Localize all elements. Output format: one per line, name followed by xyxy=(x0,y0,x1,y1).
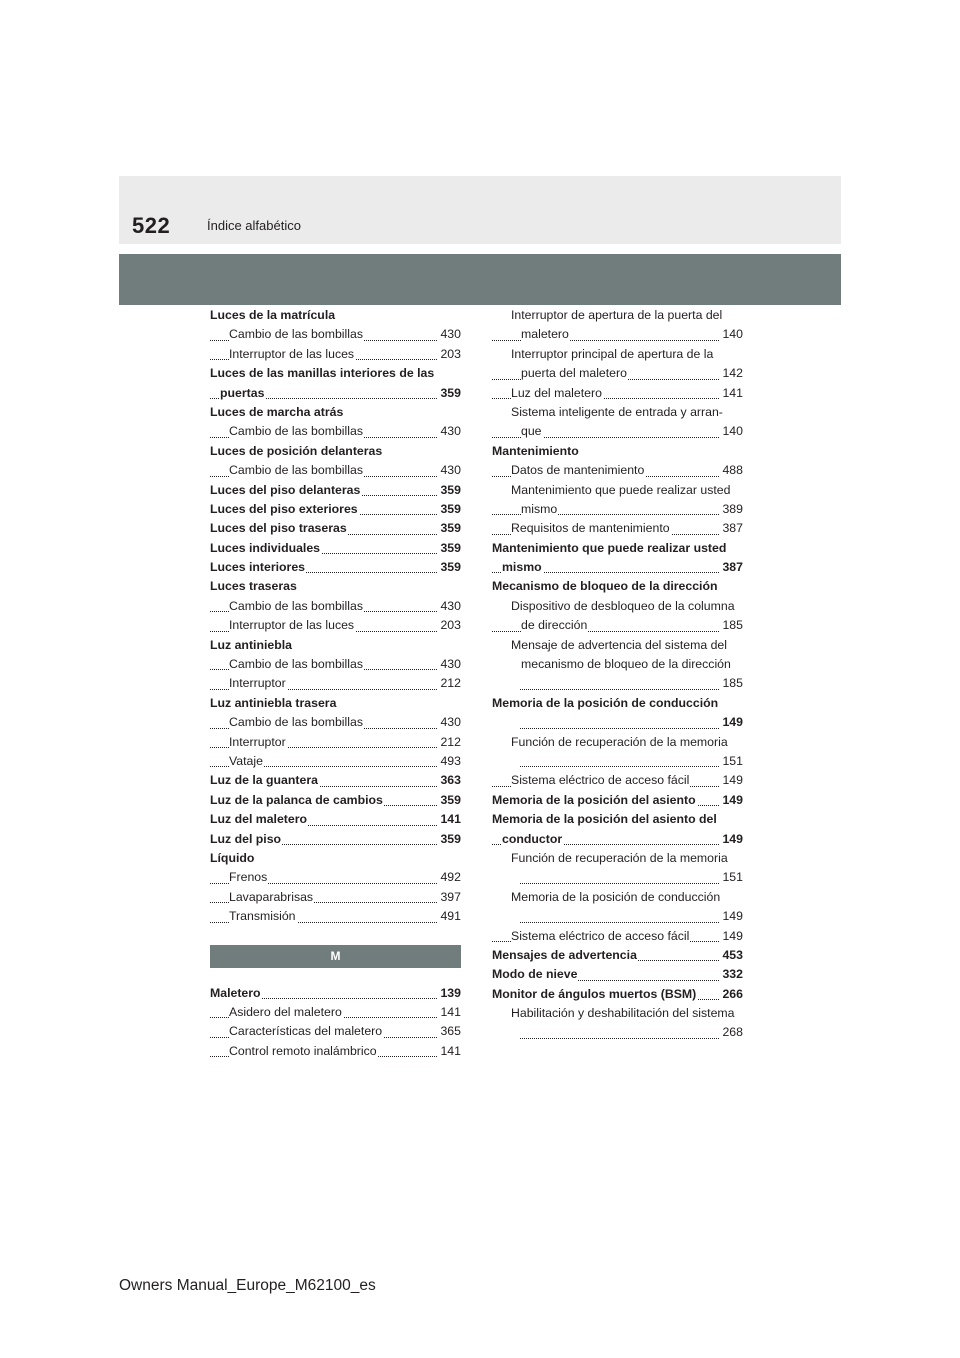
entry-text: Mantenimiento que puede realizar usted xyxy=(492,540,727,555)
index-entry xyxy=(210,1003,461,1022)
index-entry xyxy=(210,403,461,422)
index-entry xyxy=(210,674,461,693)
index-entry xyxy=(210,539,461,558)
entry-page-number: 149 xyxy=(720,830,743,849)
entry-text: Cambio de las bombillas xyxy=(229,327,363,342)
entry-page-number: 359 xyxy=(438,791,461,810)
entry-text: Lavaparabrisas xyxy=(229,889,314,904)
entry-text: Luz del maletero xyxy=(511,385,602,400)
entry-text: Asidero del maletero xyxy=(229,1004,342,1019)
entry-page-number: 185 xyxy=(720,674,743,693)
index-entry xyxy=(210,907,461,926)
entry-text: Luz antiniebla trasera xyxy=(210,695,337,710)
entry-text: Sistema eléctrico de acceso fácil xyxy=(511,928,690,943)
entry-text: Cambio de las bombillas xyxy=(229,598,363,613)
index-entry xyxy=(210,422,461,441)
entry-text: Memoria de la posición de conducción xyxy=(492,695,719,710)
entry-text: Habilitación y deshabilitación del sistema xyxy=(511,1006,735,1021)
index-entry xyxy=(210,442,461,461)
entry-text xyxy=(521,909,522,923)
entry-page-number: 387 xyxy=(720,519,743,538)
entry-text: Mecanismo de bloqueo de la dirección xyxy=(492,579,718,594)
index-entry xyxy=(492,849,743,868)
entry-text: Control remoto inalámbrico xyxy=(229,1043,377,1058)
index-entry xyxy=(492,927,743,946)
index-entry xyxy=(492,325,743,344)
entry-text: Luz del piso xyxy=(210,831,282,846)
index-entry xyxy=(492,1004,743,1023)
entry-text: Mensaje de advertencia del sistema del xyxy=(511,637,728,652)
entry-page-number: 491 xyxy=(438,907,461,926)
index-entry xyxy=(492,655,743,674)
entry-text: Interruptor de las luces xyxy=(229,618,355,633)
index-entry xyxy=(492,1023,743,1042)
entry-page-number: 203 xyxy=(438,345,461,364)
entry-page-number: 359 xyxy=(438,539,461,558)
entry-text: Luces de posición delanteras xyxy=(210,443,383,458)
index-entry xyxy=(492,519,743,538)
index-entry xyxy=(210,325,461,344)
index-entry xyxy=(210,616,461,635)
entry-page-number: 212 xyxy=(438,733,461,752)
entry-page-number: 430 xyxy=(438,597,461,616)
dot-leader xyxy=(520,689,743,690)
index-entry xyxy=(210,830,461,849)
entry-page-number: 185 xyxy=(720,616,743,635)
entry-text: Luz antiniebla xyxy=(210,637,292,652)
entry-page-number: 493 xyxy=(438,752,461,771)
page-number: 522 xyxy=(132,213,171,238)
index-entry xyxy=(492,616,743,635)
entry-text: conductor xyxy=(502,831,563,846)
entry-text: Datos de mantenimiento xyxy=(511,463,645,478)
entry-text: Características del maletero xyxy=(229,1024,383,1039)
entry-page-number: 332 xyxy=(720,965,743,984)
entry-page-number: 430 xyxy=(438,713,461,732)
index-entry xyxy=(210,771,461,790)
entry-page-number: 151 xyxy=(720,752,743,771)
entry-page-number: 359 xyxy=(438,481,461,500)
entry-text: Vataje xyxy=(229,753,263,768)
entry-page-number: 266 xyxy=(720,985,743,1004)
entry-text: Luces interiores xyxy=(210,560,305,575)
index-entry xyxy=(492,868,743,887)
entry-text: Luz de la guantera xyxy=(210,773,318,788)
entry-text: Dispositivo de desbloqueo de la columna xyxy=(511,598,735,613)
entry-text: Interruptor principal de apertura de la xyxy=(511,346,714,361)
index-entry xyxy=(210,733,461,752)
entry-text: Función de recuperación de la memoria xyxy=(511,734,728,749)
entry-text: Mensajes de advertencia xyxy=(492,947,637,962)
index-entry xyxy=(492,577,743,596)
entry-text: Transmisión xyxy=(229,909,296,924)
title-bar xyxy=(119,254,841,305)
entry-page-number: 151 xyxy=(720,868,743,887)
entry-text: Luz del maletero xyxy=(210,812,308,827)
entry-page-number: 149 xyxy=(720,713,743,732)
entry-page-number: 359 xyxy=(438,830,461,849)
entry-page-number: 488 xyxy=(720,461,743,480)
entry-page-number: 397 xyxy=(438,888,461,907)
entry-text: Interruptor de apertura de la puerta del xyxy=(511,308,723,322)
entry-text: Mantenimiento xyxy=(492,443,579,458)
index-entry xyxy=(210,694,461,713)
entry-list-right xyxy=(492,306,743,1043)
entry-text: maletero xyxy=(521,327,569,342)
entry-text: Sistema eléctrico de acceso fácil xyxy=(511,773,690,788)
index-entry xyxy=(492,500,743,519)
entry-text: Maletero xyxy=(210,985,261,1000)
entry-page-number: 430 xyxy=(438,461,461,480)
entry-text: Memoria de la posición del asiento del xyxy=(492,812,717,827)
footer-manual-id: Owners Manual_Europe_M62100_es xyxy=(119,1277,376,1294)
index-entry xyxy=(492,810,743,829)
entry-text: Cambio de las bombillas xyxy=(229,463,363,478)
entry-page-number: 140 xyxy=(720,422,743,441)
index-entry xyxy=(210,655,461,674)
entry-text: Luces de las manillas interiores de las xyxy=(210,366,435,381)
index-entry xyxy=(492,771,743,790)
index-entry xyxy=(210,636,461,655)
index-entry xyxy=(492,539,743,558)
index-entry xyxy=(492,636,743,655)
entry-text: Interruptor xyxy=(229,734,286,749)
entry-page-number: 149 xyxy=(720,907,743,926)
index-entry xyxy=(210,306,461,325)
index-entry xyxy=(210,461,461,480)
index-entry xyxy=(210,577,461,596)
index-entry xyxy=(210,558,461,577)
entry-text: mecanismo de bloqueo de la dirección xyxy=(521,657,731,672)
entry-text: Monitor de ángulos muertos (BSM) xyxy=(492,986,697,1001)
index-entry xyxy=(492,752,743,771)
index-entry xyxy=(210,868,461,887)
entry-text: Cambio de las bombillas xyxy=(229,715,363,730)
entry-text: Luces de marcha atrás xyxy=(210,404,344,419)
index-entry xyxy=(492,461,743,480)
entry-text: Modo de nieve xyxy=(492,967,578,982)
entry-page-number: 359 xyxy=(438,384,461,403)
entry-text: Memoria de la posición de conducción xyxy=(511,889,721,904)
entry-text: puerta del maletero xyxy=(521,366,627,381)
entry-page-number: 492 xyxy=(438,868,461,887)
index-entry xyxy=(492,888,743,907)
entry-text: Cambio de las bombillas xyxy=(229,657,363,672)
entry-text: Interruptor de las luces xyxy=(229,346,355,361)
entry-page-number: 268 xyxy=(720,1023,743,1042)
dot-leader xyxy=(520,728,743,729)
entry-page-number: 149 xyxy=(720,927,743,946)
entry-page-number: 365 xyxy=(438,1022,461,1041)
entry-page-number: 359 xyxy=(438,500,461,519)
dot-leader xyxy=(520,883,743,884)
entry-page-number: 212 xyxy=(438,674,461,693)
entry-text xyxy=(521,1025,522,1039)
entry-page-number: 141 xyxy=(438,1003,461,1022)
index-entry xyxy=(210,1022,461,1041)
entry-list-m xyxy=(210,984,461,1062)
entry-text xyxy=(502,715,503,729)
entry-text: Función de recuperación de la memoria xyxy=(511,850,728,865)
index-entry xyxy=(210,888,461,907)
index-entry xyxy=(492,946,743,965)
index-entry xyxy=(492,830,743,849)
index-column-right xyxy=(492,306,743,1043)
entry-text: Luces individuales xyxy=(210,540,321,555)
index-entry xyxy=(210,364,461,383)
index-entry xyxy=(492,985,743,1004)
entry-text: Luces traseras xyxy=(210,579,297,594)
entry-page-number: 430 xyxy=(438,422,461,441)
index-entry xyxy=(492,345,743,364)
entry-page-number: 203 xyxy=(438,616,461,635)
entry-text: Luces del piso traseras xyxy=(210,521,347,536)
entry-page-number: 453 xyxy=(720,946,743,965)
index-entry xyxy=(492,694,743,713)
entry-text: Cambio de las bombillas xyxy=(229,424,363,439)
index-entry xyxy=(492,364,743,383)
index-entry xyxy=(210,849,461,868)
index-entry xyxy=(492,907,743,926)
index-entry xyxy=(210,713,461,732)
entry-text: de dirección xyxy=(521,618,588,633)
index-entry xyxy=(492,306,743,325)
entry-page-number: 141 xyxy=(438,1042,461,1061)
entry-page-number: 363 xyxy=(438,771,461,790)
entry-page-number: 430 xyxy=(438,325,461,344)
entry-text: Mantenimiento que puede realizar usted xyxy=(511,482,731,497)
entry-page-number: 149 xyxy=(720,771,743,790)
index-entry xyxy=(492,791,743,810)
entry-page-number: 141 xyxy=(720,384,743,403)
entry-text: Luces de la matrícula xyxy=(210,308,336,322)
index-entry xyxy=(492,597,743,616)
entry-text: mismo xyxy=(521,501,558,516)
entry-page-number: 359 xyxy=(438,558,461,577)
entry-text xyxy=(521,676,522,690)
index-entry xyxy=(210,810,461,829)
entry-text xyxy=(521,870,522,884)
index-entry xyxy=(210,752,461,771)
entry-page-number: 142 xyxy=(720,364,743,383)
index-entry xyxy=(492,442,743,461)
index-column-left xyxy=(210,306,461,1061)
entry-text: Memoria de la posición del asiento xyxy=(492,792,696,807)
entry-page-number: 359 xyxy=(438,519,461,538)
entry-text: mismo xyxy=(502,560,542,575)
entry-text: puertas xyxy=(220,385,265,400)
index-entry xyxy=(492,481,743,500)
index-entry xyxy=(492,674,743,693)
index-entry xyxy=(210,984,461,1003)
index-entry xyxy=(210,500,461,519)
entry-text: Luces del piso exteriores xyxy=(210,501,358,516)
entry-page-number: 139 xyxy=(438,984,461,1003)
entry-text: Requisitos de mantenimiento xyxy=(511,521,670,536)
entry-page-number: 387 xyxy=(720,558,743,577)
index-entry xyxy=(492,733,743,752)
index-entry xyxy=(492,403,743,422)
entry-page-number: 140 xyxy=(720,325,743,344)
index-entry xyxy=(492,713,743,732)
entry-list-l xyxy=(210,306,461,927)
index-entry xyxy=(210,1042,461,1061)
entry-text: Frenos xyxy=(229,870,268,885)
dot-leader xyxy=(520,1038,743,1039)
entry-text: que xyxy=(521,424,542,439)
index-entry xyxy=(210,481,461,500)
entry-page-number: 141 xyxy=(438,810,461,829)
entry-page-number: 389 xyxy=(720,500,743,519)
index-entry xyxy=(210,791,461,810)
entry-text: Interruptor xyxy=(229,676,286,691)
entry-page-number: 149 xyxy=(720,791,743,810)
index-entry xyxy=(210,345,461,364)
dot-leader xyxy=(520,766,743,767)
index-entry xyxy=(210,519,461,538)
entry-text: Luces del piso delanteras xyxy=(210,482,361,497)
index-entry xyxy=(492,558,743,577)
index-entry xyxy=(492,965,743,984)
index-entry xyxy=(492,384,743,403)
entry-text xyxy=(521,754,522,768)
index-entry xyxy=(492,422,743,441)
entry-text: Sistema inteligente de entrada y arran- xyxy=(511,404,723,419)
entry-page-number: 430 xyxy=(438,655,461,674)
section-title: Índice alfabético xyxy=(207,218,301,233)
entry-text: Luz de la palanca de cambios xyxy=(210,792,383,807)
index-entry xyxy=(210,384,461,403)
dot-leader xyxy=(520,922,743,923)
entry-text: Líquido xyxy=(210,850,255,865)
letter-heading-m: M xyxy=(210,945,461,968)
index-entry xyxy=(210,597,461,616)
